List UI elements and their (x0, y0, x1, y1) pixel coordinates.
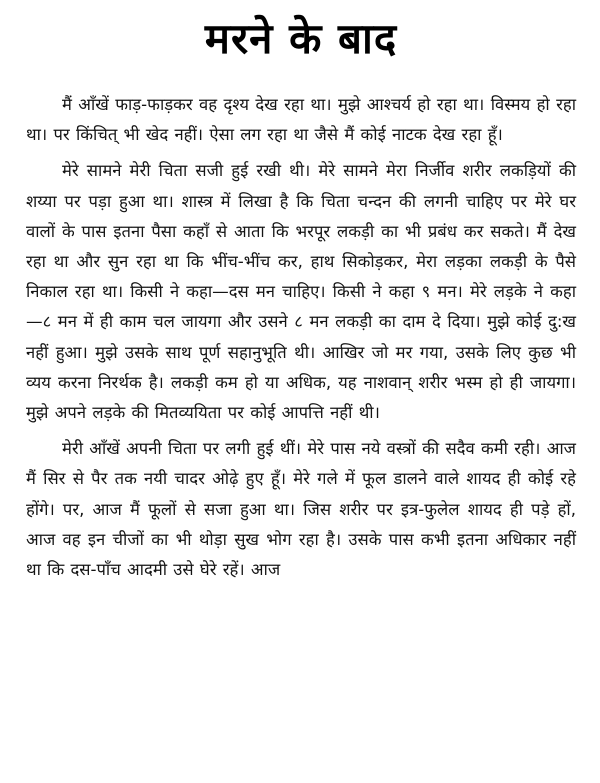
paragraph-2: मेरे सामने मेरी चिता सजी हुई रखी थी। मेरे सामने मेरा निर्जीव शरीर लकड़ियों की शय्या पर पड़ा हुआ था। शास्त्र में लिखा है कि चिता चन्दन की लगनी चाहिए पर मेरे घर वालों के पास इतना पैसा कहाँ से आता कि भरपूर लकड़ी का भी प्रबंध कर सकते। मैं देख रहा था और सुन रहा था कि भींच-भींच कर, हाथ सिकोड़कर, मेरा लड़का लकड़ी के पैसे निकाल रहा था। किसी ने कहा—दस मन चाहिए। किसी ने कहा ९ मन। मेरे लड़के ने कहा—८ मन में ही काम चल जायगा और उसने ८ मन लकड़ी का दाम दे दिया। मुझे कोई दु:ख नहीं हुआ। मुझे उसके साथ पूर्ण सहानुभूति थी। आखिर जो मर गया, उसके लिए कुछ भी व्यय करना निरर्थक है। लकड़ी कम हो या अधिक, यह नाशवान् शरीर भस्म हो ही जायगा। मुझे अपने लड़के की मितव्ययिता पर कोई आपत्ति नहीं थी। (26, 161, 576, 423)
paragraph-3: मेरी आँखें अपनी चिता पर लगी हुई थीं। मेरे पास नये वस्त्रों की सदैव कमी रही। आज मैं सिर से पैर तक नयी चादर ओढ़े हुए हूँ। मेरे गले में फूल डालने वाले शायद ही कोई रहे होंगे। पर, आज मैं फूलों से सजा हुआ था। जिस शरीर पर इत्र-फुलेल शायद ही पड़े हों, आज वह इन चीजों का भी थोड़ा सुख भोग रहा है। उसके पास कभी इतना अधिकार नहीं था कि दस-पाँच आदमी उसे घेरे रहें। आज (26, 439, 576, 580)
paragraph-1: मैं आँखें फाड़-फाड़कर वह दृश्य देख रहा था। मुझे आश्चर्य हो रहा था। विस्मय हो रहा था। पर किंचित् भी खेद नहीं। ऐसा लग रहा था जैसे मैं कोई नाटक देख रहा हूँ। (26, 95, 576, 145)
body-text (26, 90, 576, 585)
page-title: मरने के बाद (204, 14, 398, 63)
